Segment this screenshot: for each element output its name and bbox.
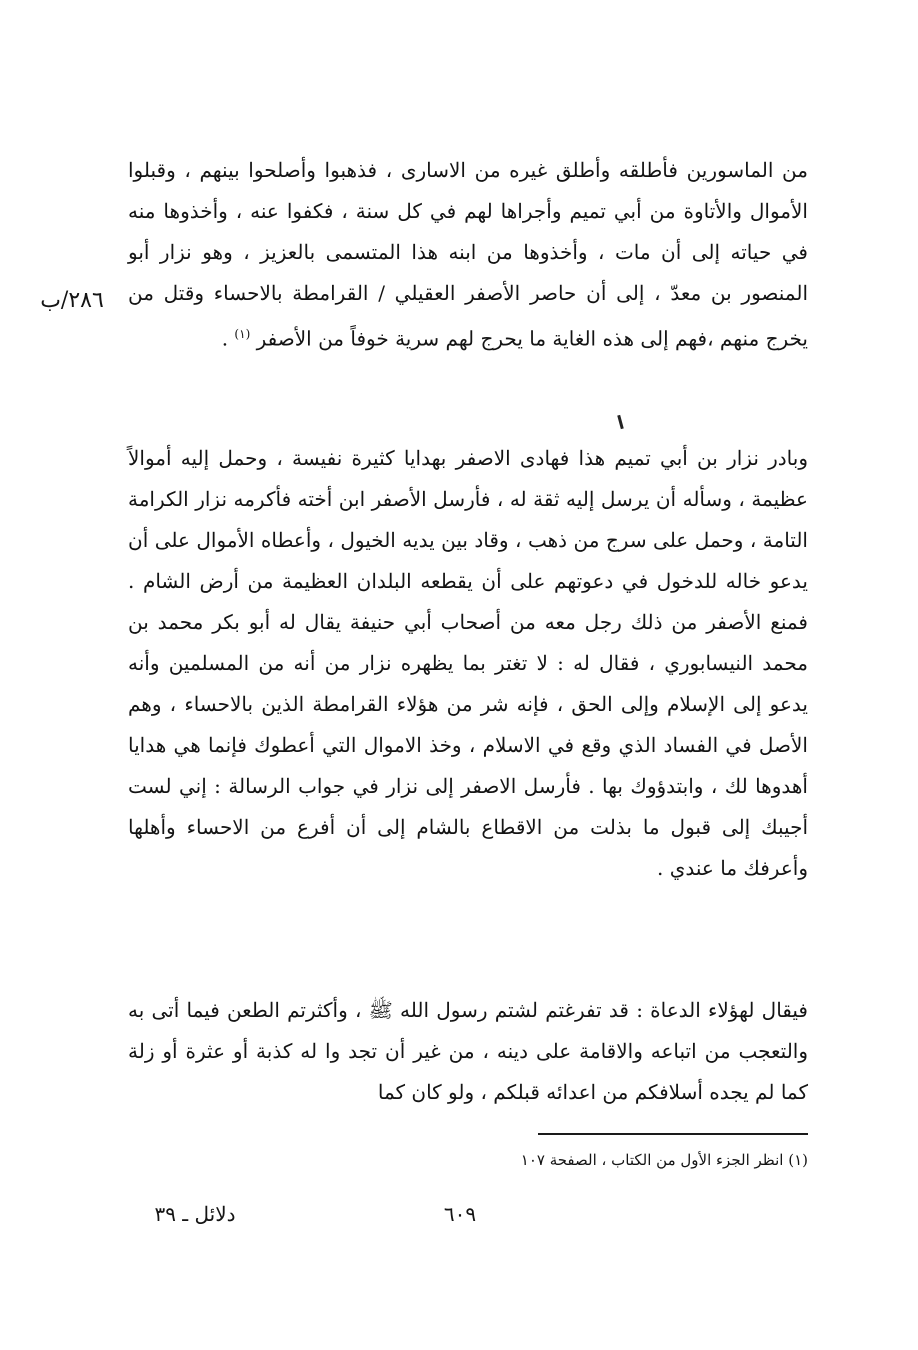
- footnote-reference: (١): [234, 327, 251, 341]
- manuscript-folio-note: ٢٨٦/ب: [40, 288, 104, 313]
- signature-mark: دلائل ـ ٣٩: [154, 1202, 236, 1226]
- footnote-divider: [538, 1133, 808, 1135]
- paragraph-3-text: فيقال لهؤلاء الدعاة : قد تفرغتم لشتم رسول الله ﷺ ، وأكثرتم الطعن فيما أتى به والتعجب من اتباعه والاقامة على دينه ، من غير أن تجد وا له كذبة أو عثرة أو زلة كما لم يجده أسلافكم من اعدائه قبلكم ، ولو كان كما: [128, 998, 808, 1104]
- footnote: (١) انظر الجزء الأول من الكتاب ، الصفحة ١٠٧: [520, 1151, 808, 1169]
- page-number: ٦٠٩: [443, 1202, 477, 1226]
- paragraph-1-body: من الماسورين فأطلقه وأطلق غيره من الاسارى ، فذهبوا وأصلحوا بينهم ، وقبلوا الأموال والأتاوة من أبي تميم وأجراها لهم في كل سنة ، فكفوا عنه ، وأخذوها منه في حياته إلى أن مات ، وأخذوها من ابنه هذا المتسمى بالعزيز ، وهو نزار أبو المنصور بن معدّ ، إلى أن حاصر الأصفر العقيلي / القرامطة بالاحساء وقتل من يخرج منهم ،فهم إلى هذه الغاية ما يحرج لهم سرية خوفاً من الأصفر: [128, 158, 808, 351]
- paragraph-2: [128, 438, 808, 889]
- paragraph-1: [128, 150, 808, 360]
- paragraph-2-text: وبادر نزار بن أبي تميم هذا فهادى الاصفر بهدايا كثيرة نفيسة ، وحمل إليه أموالاً عظيمة ، وسأله أن يرسل إليه ثقة له ، فأرسل الأصفر ابن أخته فأكرمه نزار الكرامة التامة ، وحمل على سرج من ذهب ، وقاد بين يديه الخيول ، وأعطاه الأموال على أن يدعو خاله للدخول في دعوتهم على أن يقطعه البلدان العظيمة من أرض الشام . فمنع الأصفر من ذلك رجل معه من أصحاب أبي حنيفة يقال له أبو بكر محمد بن محمد النيسابوري ، فقال له : لا تغتر بما يظهره نزار من أنه من المسلمين وأنه يدعو إلى الإسلام وإلى الحق ، فإنه شر من هؤلاء القرامطة الذين بالاحساء ، وهم الأصل في الفساد الذي وقع في الاسلام ، وخذ الاموال التي أعطوك فإنما هي هدايا أهدوها لك ، وابتدؤوك بها . فأرسل الاصفر إلى نزار في جواب الرسالة : إني لست أجيبك إلى قبول ما بذلت من الاقطاع بالشام إلى أن أفرع من الاحساء وأهلها وأعرفك ما عندي .: [128, 446, 808, 880]
- paragraph-3: [128, 990, 808, 1113]
- paragraph-1-text: [128, 150, 808, 360]
- stray-ink-mark: [617, 415, 624, 429]
- paragraph-1-end: .: [221, 326, 235, 351]
